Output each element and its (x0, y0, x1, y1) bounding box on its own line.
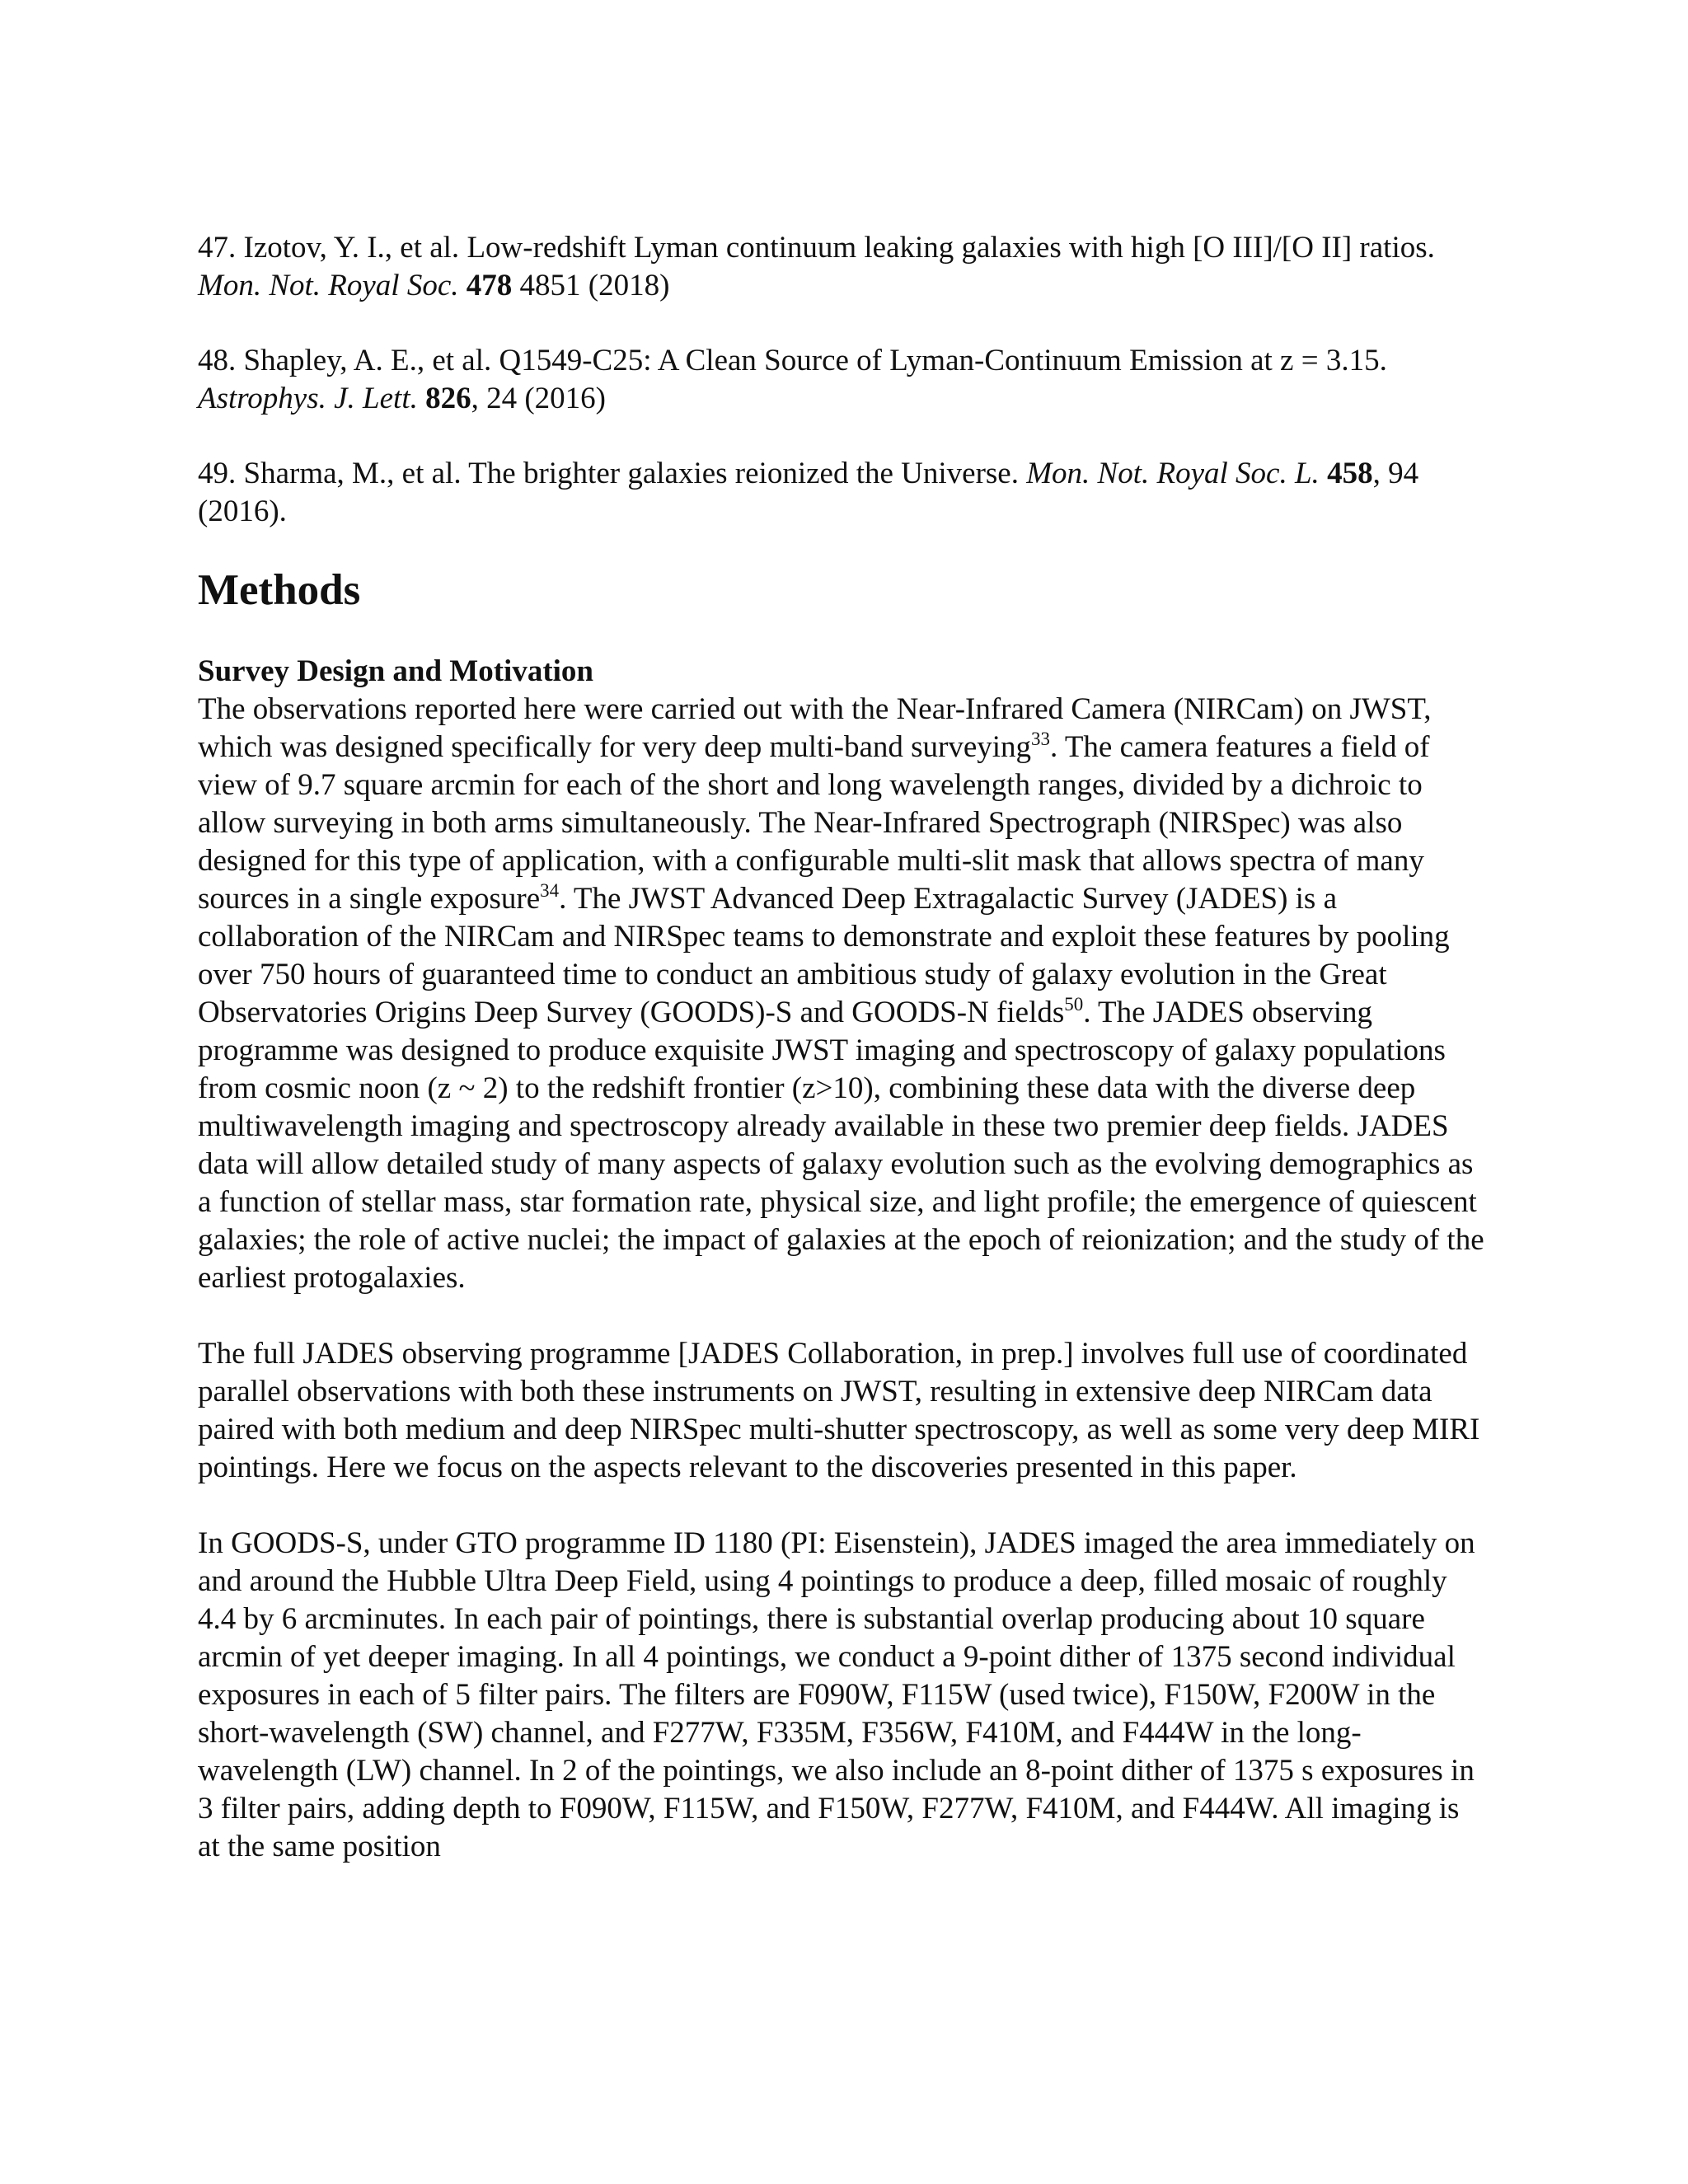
reference-number: 48. (198, 344, 237, 377)
document-page (198, 229, 1488, 1904)
reference-volume: 458 (1327, 457, 1373, 490)
reference-volume: 826 (425, 382, 471, 415)
reference-authors: Sharma, M., et al. (243, 457, 462, 490)
paragraph-goods-s: In GOODS-S, under GTO programme ID 1180 (PI: Eisenstein), JADES imaged the area immediately on and around the Hubble Ultra Deep Field, using 4 pointings to produce a deep, filled mosaic of roughly 4.4 by 6 arcminutes. In each pair of pointings, there is substantial overlap producing about 10 square arcmin of yet deeper imaging. In all 4 pointings, we conduct a 9-point dither of 1375 second individual exposures in each of 5 filter pairs. The filters are F090W, F115W (used twice), F150W, F200W in the short-wavelength (SW) channel, and F277W, F335M, F356W, F410M, and F444W in the long-wavelength (LW) channel. In 2 of the pointings, we also include an 8-point dither of 1375 s exposures in 3 filter pairs, adding depth to F090W, F115W, and F150W, F277W, F410M, and F444W. All imaging is at the same position (198, 1526, 1475, 1863)
reference-pages-year: 4851 (2018) (519, 269, 670, 302)
citation-superscript: 34 (540, 879, 560, 901)
paragraph-text: . The JADES observing programme was designed to produce exquisite JWST imaging and spectroscopy of galaxy populations from cosmic noon (z ~ 2) to the redshift frontier (z>10), combining these data with the diverse deep multiwavelength imaging and spectroscopy already available in these two premier deep fields. JADES data will allow detailed study of many aspects of galaxy evolution such as the evolving demographics as a function of stellar mass, star formation rate, physical size, and light profile; the emergence of quiescent galaxies; the role of active nuclei; the impact of galaxies at the epoch of reionization; and the study of the earliest protogalaxies. (198, 996, 1484, 1295)
reference-volume: 478 (466, 269, 513, 302)
reference-authors: Izotov, Y. I., et al. (243, 231, 460, 265)
citation-superscript: 33 (1031, 728, 1050, 749)
paragraph-survey-design (198, 691, 1488, 1297)
reference-journal: Astrophys. J. Lett. (198, 382, 418, 415)
reference-title: The brighter galaxies reionized the Universe. (468, 457, 1019, 490)
reference-authors: Shapley, A. E., et al. (243, 344, 492, 377)
subsection-title: Survey Design and Motivation (198, 654, 594, 688)
citation-superscript: 50 (1064, 993, 1084, 1015)
reference-pages-year: , 94 (2016). (198, 457, 1419, 528)
paragraph-text: . The camera features a field of view of 9.7 square arcmin for each of the short and long wavelength ranges, divided by a dichroic to allow surveying in both arms simultaneously. The Near-Infrared Spectrograph (NIRSpec) was also designed for this type of application, with a configurable multi-slit mask that allows spectra of many sources in a single exposure (198, 730, 1430, 916)
reference-pages-year: , 24 (2016) (471, 382, 607, 415)
reference-title: Q1549-C25: A Clean Source of Lyman-Continuum Emission at z = 3.15. (499, 344, 1387, 377)
reference-journal: Mon. Not. Royal Soc. (198, 269, 459, 302)
paragraph-full-programme: The full JADES observing programme [JADES Collaboration, in prep.] involves full use of coordinated parallel observations with both these instruments on JWST, resulting in extensive deep NIRCam data paired with both medium and deep NIRSpec multi-shutter spectroscopy, as well as some very deep MIRI pointings. Here we focus on the aspects relevant to the discoveries presented in this paper. (198, 1337, 1480, 1484)
reference-49 (198, 455, 1488, 531)
reference-number: 49. (198, 457, 237, 490)
section-title-methods: Methods (198, 566, 361, 614)
reference-48 (198, 342, 1488, 418)
reference-journal: Mon. Not. Royal Soc. L. (1026, 457, 1320, 490)
reference-title: Low-redshift Lyman continuum leaking galaxies with high [O III]/[O II] ratios. (467, 231, 1435, 265)
paragraph-text: The observations reported here were carried out with the Near-Infrared Camera (NIRCam) on JWST, which was designed specifically for very deep multi-band surveying (198, 692, 1432, 764)
paragraph-text: . The JWST Advanced Deep Extragalactic Survey (JADES) is a collaboration of the NIRCam and NIRSpec teams to demonstrate and exploit these features by pooling over 750 hours of guaranteed time to conduct an ambitious study of galaxy evolution in the Great Observatories Origins Deep Survey (GOODS)-S and GOODS-N fields (198, 882, 1450, 1029)
reference-47 (198, 229, 1488, 305)
reference-number: 47. (198, 231, 237, 265)
